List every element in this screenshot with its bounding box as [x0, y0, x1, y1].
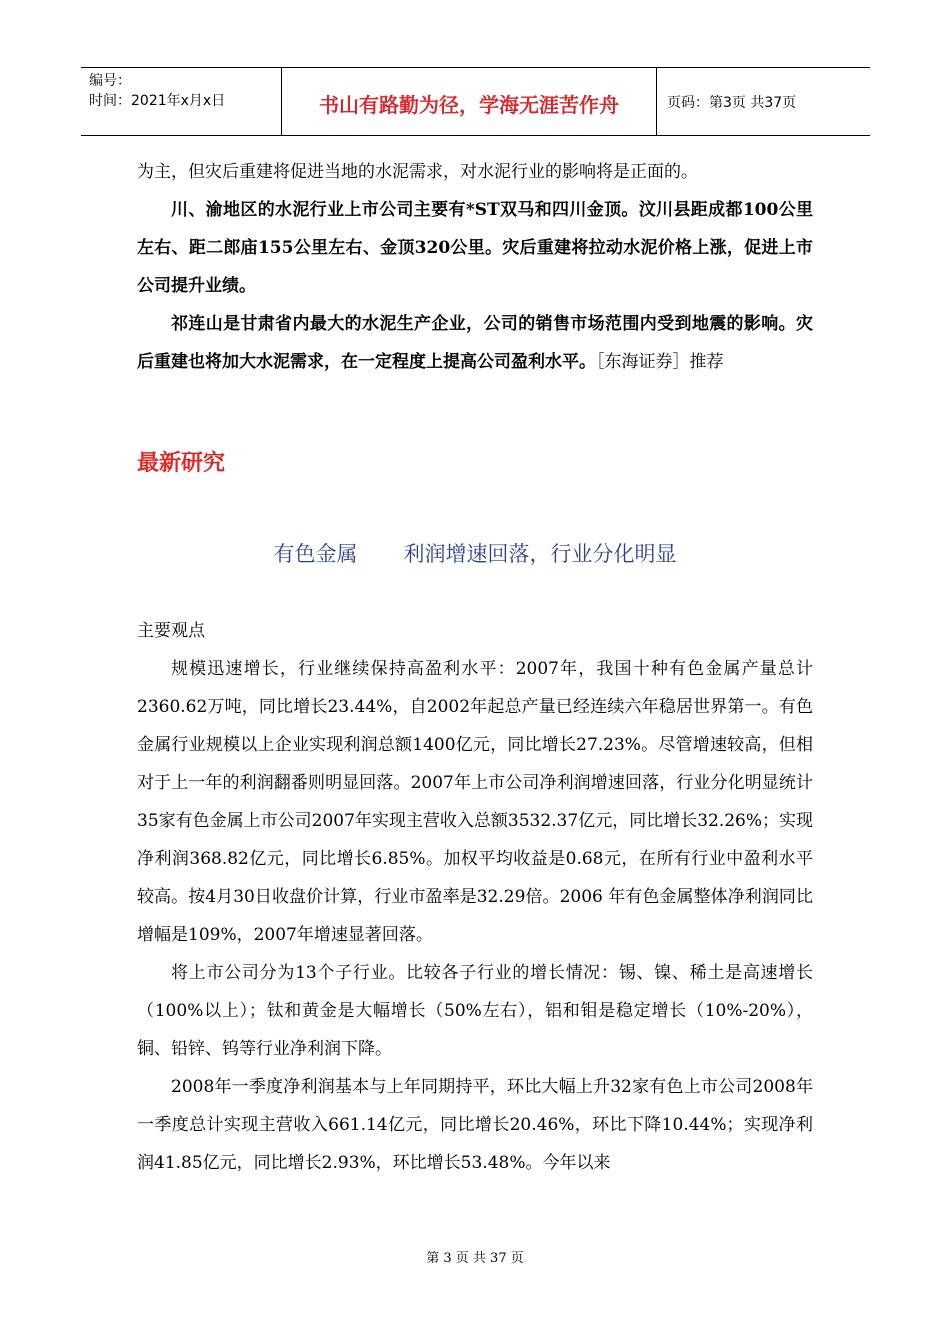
- header-motto: 书山有路勤为径，学海无涯苦作舟: [282, 68, 657, 135]
- header-page-info: 页码：第3页 共37页: [667, 94, 797, 111]
- article-title: 利润增速回落，行业分化明显: [403, 542, 677, 566]
- body-top: [137, 153, 813, 381]
- qilianshan-source: ［东海证券］推荐: [596, 352, 724, 372]
- article-body: [137, 612, 813, 1182]
- section-title: 最新研究: [137, 451, 226, 476]
- article-heading: [0, 538, 950, 568]
- header-number-label: 编号：: [89, 73, 131, 89]
- paragraph-qilianshan: [137, 305, 813, 381]
- header-time-label: 时间：2021年x月x日: [89, 93, 226, 109]
- paragraph-q1: 2008年一季度净利润基本与上年同期持平，环比大幅上升32家有色上市公司2008年一季度总计实现主营收入661.14亿元，同比增长20.46%，环比下降10.44%；实现净利润41.85亿元，同比增长2.93%，环比增长53.48%。今年以来: [137, 1077, 813, 1173]
- page-footer: 第 3 页 共 37 页: [426, 1251, 524, 1266]
- qilianshan-bold-text: 祁连山是甘肃省内最大的水泥生产企业，公司的销售市场范围内受到地震的影响。灾后重建也将加大水泥需求，在一定程度上提高公司盈利水平。: [137, 314, 813, 372]
- paragraph-cement-cont: 为主，但灾后重建将促进当地的水泥需求，对水泥行业的影响将是正面的。: [137, 162, 698, 182]
- header-meta: [81, 68, 282, 135]
- page-header: [81, 67, 870, 136]
- paragraph-cement-companies: 川、渝地区的水泥行业上市公司主要有*ST双马和四川金顶。汶川县距成都100公里左右、距二郎庙155公里左右、金顶320公里。灾后重建将拉动水泥价格上涨，促进上市公司提升业绩。: [137, 200, 813, 296]
- main-points-label: 主要观点: [137, 621, 205, 641]
- paragraph-scale: 规模迅速增长，行业继续保持高盈利水平：2007年，我国十种有色金属产量总计2360.62万吨，同比增长23.44%，自2002年起总产量已经连续六年稳居世界第一。有色金属行业规模以上企业实现利润总额1400亿元，同比增长27.23%。尽管增速较高，但相对于上一年的利润翻番则明显回落。2007年上市公司净利润增速回落，行业分化明显统计35家有色金属上市公司2007年实现主营收入总额3532.37亿元，同比增长32.26%；实现净利润368.82亿元，同比增长6.85%。加权平均收益是0.68元，在所有行业中盈利水平较高。按4月30日收盘价计算，行业市盈率是32.29倍。2006 年有色金属整体净利润同比增幅是109%，2007年增速显著回落。: [137, 659, 814, 945]
- article-category: 有色金属: [273, 542, 358, 566]
- paragraph-subsectors: 将上市公司分为13个子行业。比较各子行业的增长情况：锡、镍、稀土是高速增长（100%以上）；钛和黄金是大幅增长（50%左右），铝和钼是稳定增长（10%-20%），铜、铅锌、钨等行业净利润下降。: [137, 963, 813, 1059]
